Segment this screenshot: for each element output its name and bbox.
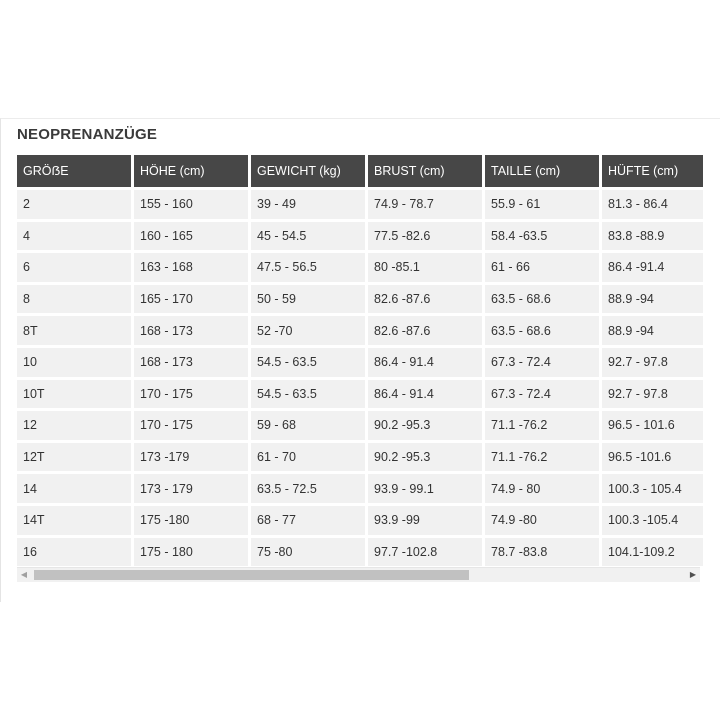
table-cell: 45 - 54.5 bbox=[251, 222, 365, 251]
scroll-left-arrow-icon[interactable]: ◀ bbox=[20, 570, 28, 579]
table-cell: 86.4 - 91.4 bbox=[368, 380, 482, 409]
table-cell: 88.9 -94 bbox=[602, 316, 703, 345]
table-cell: 54.5 - 63.5 bbox=[251, 380, 365, 409]
table-row bbox=[17, 474, 703, 503]
table-cell: 163 - 168 bbox=[134, 253, 248, 282]
table-cell: 67.3 - 72.4 bbox=[485, 348, 599, 377]
table-cell: 52 -70 bbox=[251, 316, 365, 345]
scroll-right-arrow-icon[interactable]: ▶ bbox=[689, 570, 697, 579]
table-cell: 80 -85.1 bbox=[368, 253, 482, 282]
size-chart-table bbox=[17, 155, 703, 569]
table-cell: 96.5 - 101.6 bbox=[602, 411, 703, 440]
table-cell: 14T bbox=[17, 506, 131, 535]
table-row bbox=[17, 411, 703, 440]
table-header-row bbox=[17, 155, 703, 187]
table-cell: 2 bbox=[17, 190, 131, 219]
table-cell: 8 bbox=[17, 285, 131, 314]
column-header: GRÖẞE bbox=[17, 155, 131, 187]
table-cell: 12T bbox=[17, 443, 131, 472]
table-cell: 92.7 - 97.8 bbox=[602, 380, 703, 409]
table-cell: 63.5 - 68.6 bbox=[485, 316, 599, 345]
table-cell: 6 bbox=[17, 253, 131, 282]
table-cell: 155 - 160 bbox=[134, 190, 248, 219]
table-cell: 16 bbox=[17, 538, 131, 567]
table-row bbox=[17, 316, 703, 345]
column-header: GEWICHT (kg) bbox=[251, 155, 365, 187]
table-cell: 4 bbox=[17, 222, 131, 251]
column-header: BRUST (cm) bbox=[368, 155, 482, 187]
table-cell: 93.9 -99 bbox=[368, 506, 482, 535]
table-cell: 78.7 -83.8 bbox=[485, 538, 599, 567]
table-cell: 173 -179 bbox=[134, 443, 248, 472]
section-title: NEOPRENANZÜGE bbox=[17, 126, 158, 143]
table-cell: 58.4 -63.5 bbox=[485, 222, 599, 251]
table-cell: 93.9 - 99.1 bbox=[368, 474, 482, 503]
table-cell: 61 - 70 bbox=[251, 443, 365, 472]
table-cell: 74.9 -80 bbox=[485, 506, 599, 535]
table-cell: 74.9 - 80 bbox=[485, 474, 599, 503]
table-cell: 82.6 -87.6 bbox=[368, 285, 482, 314]
table-cell: 71.1 -76.2 bbox=[485, 411, 599, 440]
table-row bbox=[17, 506, 703, 535]
table-cell: 74.9 - 78.7 bbox=[368, 190, 482, 219]
table-cell: 77.5 -82.6 bbox=[368, 222, 482, 251]
table-row bbox=[17, 443, 703, 472]
table-cell: 83.8 -88.9 bbox=[602, 222, 703, 251]
table-cell: 168 - 173 bbox=[134, 316, 248, 345]
table-cell: 47.5 - 56.5 bbox=[251, 253, 365, 282]
table-cell: 55.9 - 61 bbox=[485, 190, 599, 219]
table-cell: 54.5 - 63.5 bbox=[251, 348, 365, 377]
table-row bbox=[17, 348, 703, 377]
table-row bbox=[17, 253, 703, 282]
horizontal-scrollbar[interactable] bbox=[17, 567, 700, 582]
table-row bbox=[17, 190, 703, 219]
table-cell: 96.5 -101.6 bbox=[602, 443, 703, 472]
table-cell: 61 - 66 bbox=[485, 253, 599, 282]
table-cell: 86.4 - 91.4 bbox=[368, 348, 482, 377]
table-cell: 100.3 - 105.4 bbox=[602, 474, 703, 503]
column-header: TAILLE (cm) bbox=[485, 155, 599, 187]
table-cell: 168 - 173 bbox=[134, 348, 248, 377]
table-cell: 175 -180 bbox=[134, 506, 248, 535]
table-cell: 68 - 77 bbox=[251, 506, 365, 535]
table-cell: 175 - 180 bbox=[134, 538, 248, 567]
table-cell: 97.7 -102.8 bbox=[368, 538, 482, 567]
table-cell: 86.4 -91.4 bbox=[602, 253, 703, 282]
table-cell: 63.5 - 68.6 bbox=[485, 285, 599, 314]
table-cell: 92.7 - 97.8 bbox=[602, 348, 703, 377]
table-cell: 173 - 179 bbox=[134, 474, 248, 503]
table-cell: 75 -80 bbox=[251, 538, 365, 567]
table-cell: 67.3 - 72.4 bbox=[485, 380, 599, 409]
table-cell: 100.3 -105.4 bbox=[602, 506, 703, 535]
table-cell: 170 - 175 bbox=[134, 411, 248, 440]
table-cell: 71.1 -76.2 bbox=[485, 443, 599, 472]
table-cell: 165 - 170 bbox=[134, 285, 248, 314]
table-body bbox=[17, 190, 703, 566]
table-cell: 14 bbox=[17, 474, 131, 503]
table-cell: 82.6 -87.6 bbox=[368, 316, 482, 345]
table-row bbox=[17, 285, 703, 314]
table-cell: 12 bbox=[17, 411, 131, 440]
table-cell: 88.9 -94 bbox=[602, 285, 703, 314]
table-row bbox=[17, 222, 703, 251]
table-cell: 39 - 49 bbox=[251, 190, 365, 219]
table-row bbox=[17, 380, 703, 409]
table-cell: 104.1-109.2 bbox=[602, 538, 703, 567]
table-cell: 160 - 165 bbox=[134, 222, 248, 251]
table-cell: 90.2 -95.3 bbox=[368, 443, 482, 472]
table-cell: 50 - 59 bbox=[251, 285, 365, 314]
scrollbar-thumb[interactable] bbox=[34, 570, 469, 580]
column-header: HÜFTE (cm) bbox=[602, 155, 703, 187]
column-header: HÖHE (cm) bbox=[134, 155, 248, 187]
table-cell: 170 - 175 bbox=[134, 380, 248, 409]
table-cell: 63.5 - 72.5 bbox=[251, 474, 365, 503]
table-cell: 90.2 -95.3 bbox=[368, 411, 482, 440]
table-row bbox=[17, 538, 703, 567]
table-cell: 81.3 - 86.4 bbox=[602, 190, 703, 219]
table-cell: 59 - 68 bbox=[251, 411, 365, 440]
table-cell: 10 bbox=[17, 348, 131, 377]
size-table-scroll-container[interactable] bbox=[17, 155, 703, 569]
table-cell: 8T bbox=[17, 316, 131, 345]
table-cell: 10T bbox=[17, 380, 131, 409]
